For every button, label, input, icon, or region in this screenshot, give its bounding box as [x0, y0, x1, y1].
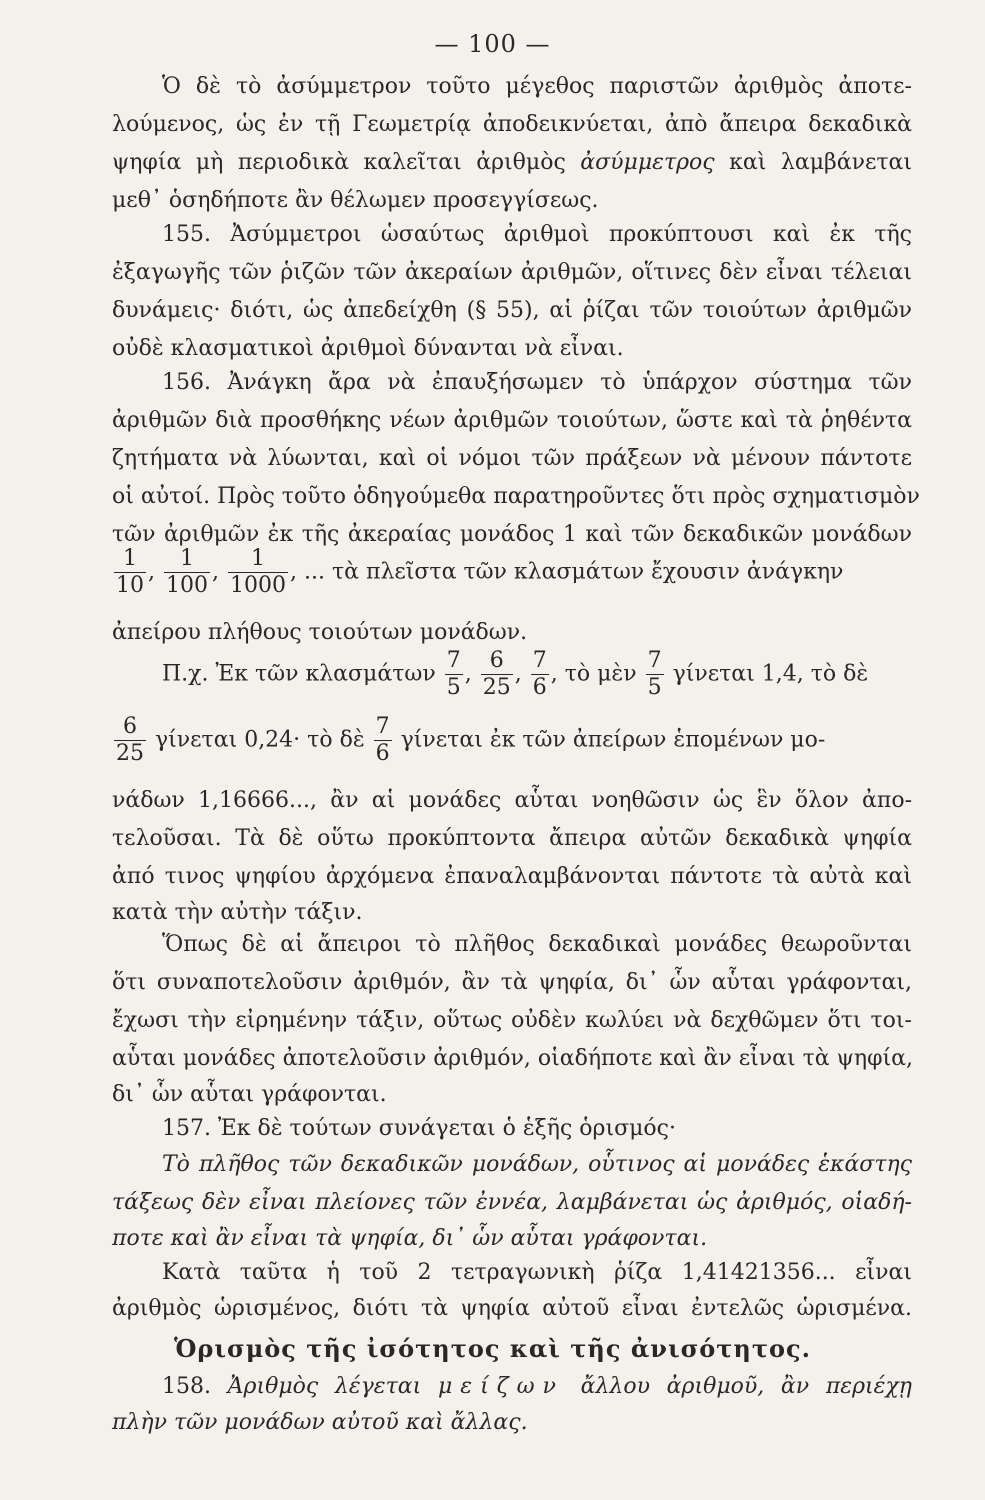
text-line: ἀπό τινος ψηφίου ἀρχόμενα ἐπαναλαμβάνονται πάντοτε τὰ αὐτὰ καὶ	[112, 864, 912, 889]
text-line: Κατὰ ταῦτα ἡ τοῦ 2 τετραγωνικὴ ῥίζα 1,41421356... εἶναι	[162, 1260, 912, 1285]
text-line: αὗται μονάδες ἀποτελοῦσιν ἀριθμόν, οἱαδήποτε καὶ ἂν εἶναι τὰ ψηφία,	[112, 1046, 913, 1071]
text-line: Ὁ δὲ τὸ ἀσύμμετρον τοῦτο μέγεθος παριστῶν ἀριθμὸς ἀποτε-	[162, 74, 912, 99]
text-line: ἀριθμῶν διὰ προσθήκης νέων ἀριθμῶν τοιούτων, ὥστε καὶ τὰ ῥηθέντα	[112, 408, 912, 433]
text-line: τελοῦσαι. Τὰ δὲ οὕτω προκύπτοντα ἄπειρα αὐτῶν δεκαδικὰ ψηφία	[112, 826, 912, 851]
fractions-line: $\frac{1}{10}$ , $\frac{1}{100}$ , $\frac{1}{1000}$ , ... τὰ πλεῖστα τῶν κλασμάτων ἔχουσιν ἀνάγκην	[116, 546, 844, 598]
fraction: $\frac{7}{5}$	[446, 648, 461, 700]
spaced-term: μείζων	[437, 1374, 564, 1399]
text-fragment: , τὸ μὲν	[550, 661, 637, 687]
text-line: ἀριθμὸς ὡρισμένος, διότι τὰ ψηφία αὐτοῦ εἶναι ἐντελῶς ὡρισμένα.	[112, 1296, 912, 1321]
fraction: $\frac{6}{25}$	[482, 648, 511, 700]
text-fragment: καὶ λαμβάνεται	[729, 150, 913, 175]
text-fragment: Π.χ. Ἐκ τῶν κλασμάτων	[162, 661, 436, 687]
example-line-2	[112, 716, 912, 765]
section-155-line: 155. Ἀσύμμετροι ὡσαύτως ἀριθμοὶ προκύπτουσι καὶ ἐκ τῆς	[162, 222, 912, 247]
text-line: τῶν ἀριθμῶν ἐκ τῆς ἀκεραίας μονάδος 1 καὶ τῶν δεκαδικῶν μονάδων	[112, 522, 912, 547]
text-line: ἔχωσι τὴν εἰρημένην τάξιν, οὕτως οὐδὲν κωλύει νὰ δεχθῶμεν ὅτι τοι-	[112, 1008, 912, 1033]
fraction: $\frac{7}{6}$	[532, 648, 547, 700]
page-number: — 100 —	[434, 30, 551, 58]
text-line: ζητήματα νὰ λύωνται, καὶ οἱ νόμοι τῶν πράξεων νὰ μένουν πάντοτε	[112, 446, 912, 471]
section-158-line	[162, 1372, 912, 1402]
text-line: λούμενος, ὡς ἐν τῇ Γεωμετρίᾳ ἀποδεικνύεται, ἀπὸ ἄπειρα δεκαδικὰ	[112, 112, 912, 137]
fraction: $\frac{6}{25}$	[116, 714, 144, 766]
fraction: $\frac{1}{1000}$	[230, 546, 286, 598]
text-line: πλὴν τῶν μονάδων αὐτοῦ καὶ ἄλλας.	[112, 1410, 528, 1435]
text-line: μεθ᾽ ὁσηδήποτε ἂν θέλωμεν προσεγγίσεως.	[112, 188, 599, 213]
section-156-line: 156. Ἀνάγκη ἄρα νὰ ἐπαυξήσωμεν τὸ ὑπάρχον σύστημα τῶν	[162, 370, 912, 395]
text-line: δυνάμεις· διότι, ὡς ἀπεδείχθη (§ 55), αἱ ῥίζαι τῶν τοιούτων ἀριθμῶν	[112, 298, 912, 323]
text-line: ἐξαγωγῆς τῶν ῥιζῶν τῶν ἀκεραίων ἀριθμῶν, οἵτινες δὲν εἶναι τέλειαι	[112, 260, 912, 285]
text-line: κατὰ τὴν αὐτὴν τάξιν.	[112, 900, 363, 925]
section-heading: Ὁρισμὸς τῆς ἰσότητος καὶ τῆς ἀνισότητος.	[174, 1334, 811, 1363]
definition-line: ποτε καὶ ἂν εἶναι τὰ ψηφία, δι᾽ ὧν αὗται γράφονται.	[112, 1226, 708, 1251]
emphasized-term: ἀσύμμετρος	[580, 150, 715, 175]
text-line	[112, 148, 912, 178]
text-line: οἱ αὐτοί. Πρὸς τοῦτο ὁδηγούμεθα παρατηροῦντες ὅτι πρὸς σχηματισμὸν	[112, 484, 920, 509]
text-line: οὐδὲ κλασματικοὶ ἀριθμοὶ δύνανται νὰ εἶναι.	[112, 336, 624, 361]
text-fragment: , ... τὰ πλεῖστα τῶν κλασμάτων ἔχουσιν ἀνάγκην	[290, 559, 844, 585]
text-fragment: ψηφία μὴ περιοδικὰ καλεῖται ἀριθμὸς	[112, 150, 566, 175]
definition-line: τάξεως δὲν εἶναι πλείονες τῶν ἐννέα, λαμβάνεται ὡς ἀριθμός, οἱαδή-	[112, 1190, 912, 1215]
text-line: δι᾽ ὧν αὗται γράφονται.	[112, 1082, 387, 1107]
fraction: $\frac{7}{6}$	[375, 714, 390, 766]
fraction: $\frac{1}{100}$	[166, 546, 208, 598]
text-line: Ὅπως δὲ αἱ ἄπειροι τὸ πλῆθος δεκαδικαὶ μονάδες θεωροῦνται	[162, 932, 912, 957]
section-157-line: 157. Ἐκ δὲ τούτων συνάγεται ὁ ἑξῆς ὁρισμός·	[162, 1116, 676, 1141]
text-fragment: 158.	[162, 1374, 211, 1399]
text-fragment: γίνεται ἐκ τῶν ἀπείρων ἑπομένων μο-	[400, 727, 826, 753]
text-line: νάδων 1,16666..., ἂν αἱ μονάδες αὗται νοηθῶσιν ὡς ἓν ὅλον ἀπο-	[112, 788, 912, 813]
text-fragment: ἄλλου ἀριθμοῦ, ἂν περιέχῃ	[580, 1374, 912, 1399]
fraction: $\frac{7}{5}$	[647, 648, 662, 700]
fraction: $\frac{1}{10}$	[116, 546, 144, 598]
example-line: Π.χ. Ἐκ τῶν κλασμάτων $\frac{7}{5}$ , $\frac{6}{25}$ , $\frac{7}{6}$ , τὸ μὲν $\frac{7}{5}$ γίνεται 1,4, τὸ δὲ	[162, 648, 869, 700]
definition-line: Τὸ πλῆθος τῶν δεκαδικῶν μονάδων, οὗτινος αἱ μονάδες ἑκάστης	[162, 1152, 912, 1177]
text-line: ὅτι συναποτελοῦσιν ἀριθμόν, ἂν τὰ ψηφία, δι᾽ ὧν αὗται γράφονται,	[112, 970, 912, 995]
text-fragment: γίνεται 0,24· τὸ δὲ	[155, 727, 365, 753]
text-line: ἀπείρου πλήθους τοιούτων μονάδων.	[112, 620, 528, 645]
text-fragment: Ἀριθμὸς λέγεται	[227, 1374, 422, 1399]
text-fragment: γίνεται 1,4, τὸ δὲ	[672, 661, 869, 687]
